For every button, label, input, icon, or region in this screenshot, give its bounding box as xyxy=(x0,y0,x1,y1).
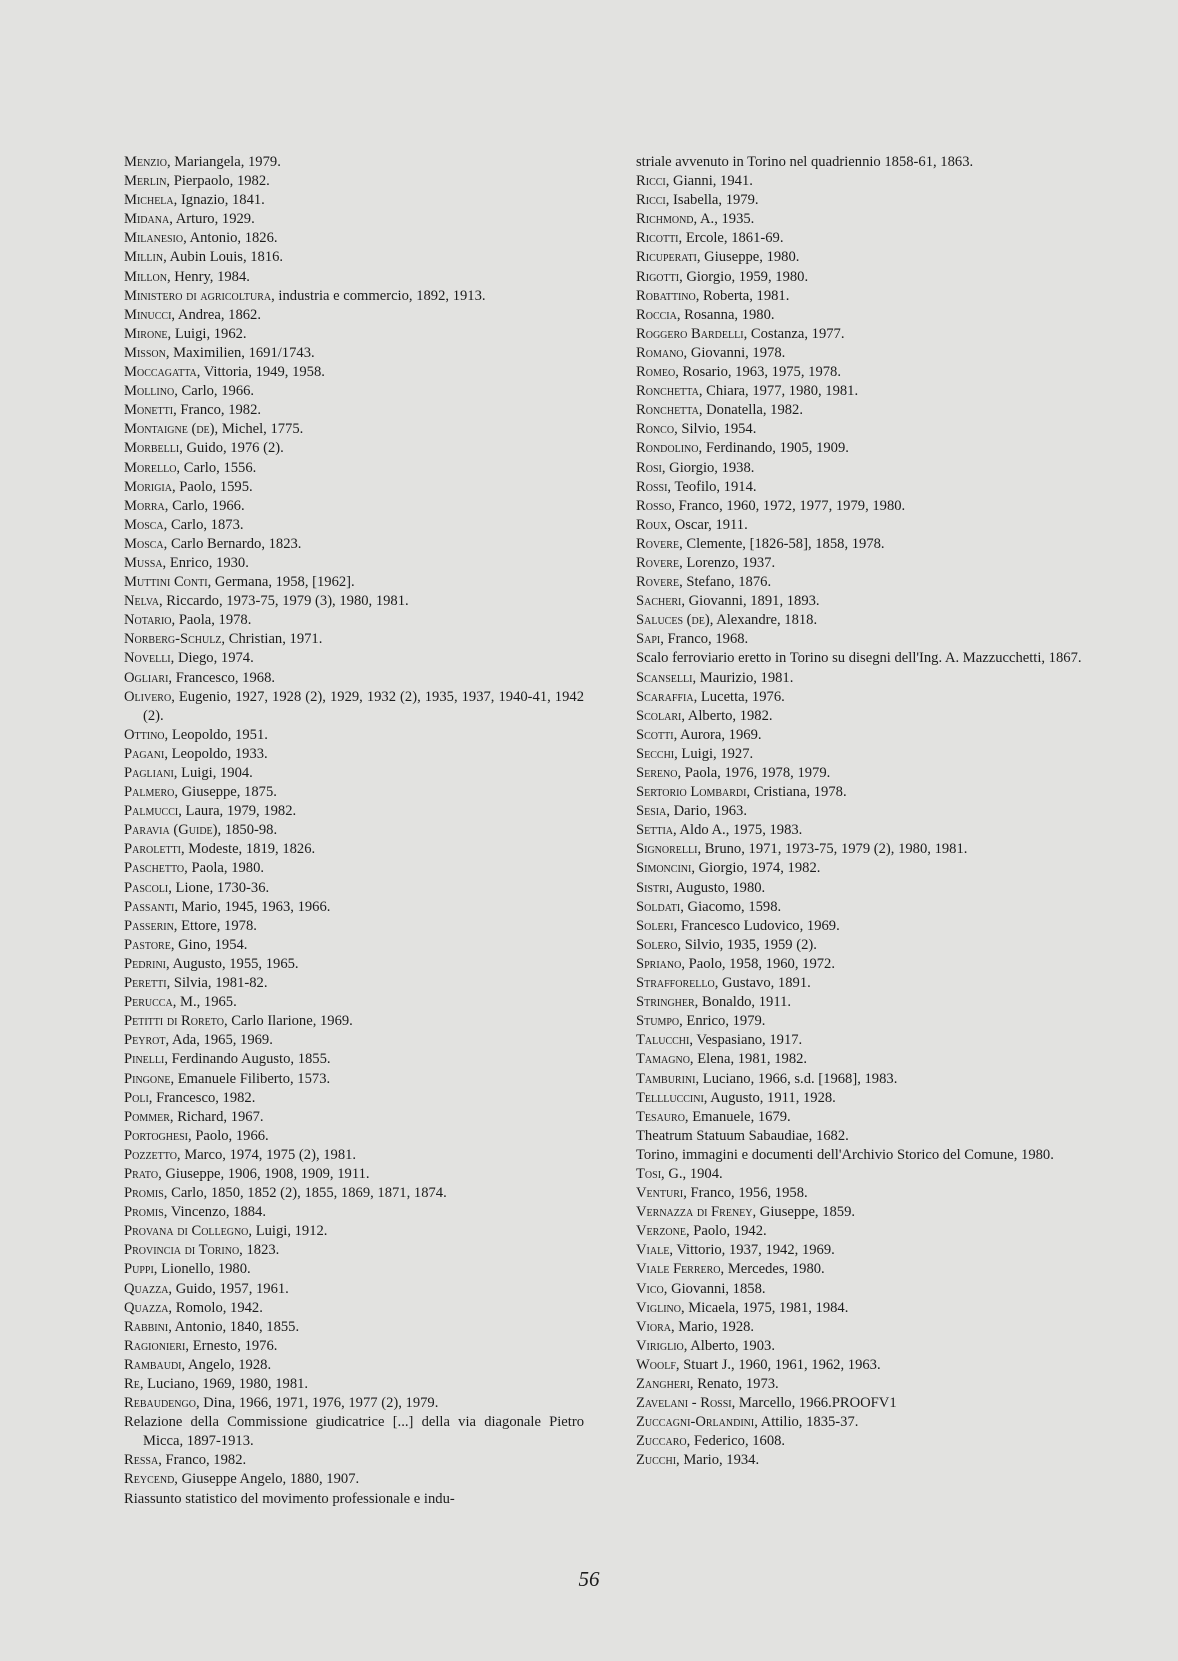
index-entry: Settia, Aldo A., 1975, 1983. xyxy=(636,822,803,839)
index-entry: Zuccaro, Federico, 1608. xyxy=(636,1433,786,1450)
index-entry: Theatrum Statuum Sabaudiae, 1682. xyxy=(636,1127,849,1144)
index-entry: Soleri, Francesco Ludovico, 1969. xyxy=(636,917,840,934)
index-entry: Ministero di agricoltura, industria e commercio, 1892, 1913. xyxy=(124,287,486,304)
index-entry: Rovere, Lorenzo, 1937. xyxy=(636,554,776,571)
index-entry: Relazione della Commissione giudicatrice [...] della via diagonale Pietro Micca, 1897-1913. xyxy=(124,1414,584,1450)
index-entry: Reycend, Giuseppe Angelo, 1880, 1907. xyxy=(124,1471,360,1488)
index-entry: Novelli, Diego, 1974. xyxy=(124,650,254,667)
index-entry: Rondolino, Ferdinando, 1905, 1909. xyxy=(636,440,849,457)
index-entry: Midana, Arturo, 1929. xyxy=(124,211,255,228)
index-entry: Provincia di Torino, 1823. xyxy=(124,1242,280,1259)
index-entry: Poli, Francesco, 1982. xyxy=(124,1089,256,1106)
index-entry: Roggero Bardelli, Costanza, 1977. xyxy=(636,325,845,342)
index-entry: Scalo ferroviario eretto in Torino su disegni dell'Ing. A. Mazzucchetti, 1867. xyxy=(636,650,1082,667)
index-entry: Roux, Oscar, 1911. xyxy=(636,516,748,533)
index-entry: Peretti, Silvia, 1981-82. xyxy=(124,975,268,992)
index-entry: Tosi, G., 1904. xyxy=(636,1165,723,1182)
index-entry: Vernazza di Freney, Giuseppe, 1859. xyxy=(636,1204,856,1221)
index-entry: Zuccagni-Orlandini, Attilio, 1835-37. xyxy=(636,1414,859,1431)
index-column-right xyxy=(636,153,1102,1470)
index-entry: Tamburini, Luciano, 1966, s.d. [1968], 1983. xyxy=(636,1070,898,1087)
index-entry: Minucci, Andrea, 1862. xyxy=(124,306,261,323)
index-entry: Ronco, Silvio, 1954. xyxy=(636,421,757,438)
index-entry: Rovere, Stefano, 1876. xyxy=(636,574,772,591)
index-entry: Ragionieri, Ernesto, 1976. xyxy=(124,1337,278,1354)
index-entry: Moccagatta, Vittoria, 1949, 1958. xyxy=(124,364,325,381)
index-entry: Ogliari, Francesco, 1968. xyxy=(124,669,276,686)
index-entry: Viale Ferrero, Mercedes, 1980. xyxy=(636,1261,825,1278)
page-number: 56 xyxy=(578,1567,600,1591)
index-entry: Roccia, Rosanna, 1980. xyxy=(636,306,775,323)
index-entry: Notario, Paola, 1978. xyxy=(124,612,252,629)
index-column-left xyxy=(124,153,584,1509)
index-entry: Strafforello, Gustavo, 1891. xyxy=(636,975,811,992)
index-entry: Millin, Aubin Louis, 1816. xyxy=(124,249,284,266)
index-entry: Provana di Collegno, Luigi, 1912. xyxy=(124,1223,328,1240)
index-entry: Zucchi, Mario, 1934. xyxy=(636,1452,760,1469)
index-entry: Tesauro, Emanuele, 1679. xyxy=(636,1108,791,1125)
index-entry: Stringher, Bonaldo, 1911. xyxy=(636,994,792,1011)
index-entry: Pinelli, Ferdinando Augusto, 1855. xyxy=(124,1051,331,1068)
index-entry: Petitti di Roreto, Carlo Ilarione, 1969. xyxy=(124,1013,353,1030)
index-entry: Pozzetto, Marco, 1974, 1975 (2), 1981. xyxy=(124,1146,357,1163)
index-entry: Paroletti, Modeste, 1819, 1826. xyxy=(124,841,316,858)
index-entry: Solero, Silvio, 1935, 1959 (2). xyxy=(636,936,817,953)
index-entry: Pascoli, Lione, 1730-36. xyxy=(124,879,270,896)
index-entry: Passanti, Mario, 1945, 1963, 1966. xyxy=(124,898,331,915)
index-entry: Millon, Henry, 1984. xyxy=(124,268,250,285)
index-entry: Talucchi, Vespasiano, 1917. xyxy=(636,1032,803,1049)
index-entry: Pingone, Emanuele Filiberto, 1573. xyxy=(124,1070,331,1087)
index-entry: Torino, immagini e documenti dell'Archivio Storico del Comune, 1980. xyxy=(636,1146,1054,1163)
index-entry: Prato, Giuseppe, 1906, 1908, 1909, 1911. xyxy=(124,1165,370,1182)
index-entry: Pagliani, Luigi, 1904. xyxy=(124,765,253,781)
index-entry: Sesia, Dario, 1963. xyxy=(636,803,748,820)
index-entry: Vico, Giovanni, 1858. xyxy=(636,1280,766,1297)
index-entry: striale avvenuto in Torino nel quadriennio 1858-61, 1863. xyxy=(636,154,974,170)
index-entry: Misson, Maximilien, 1691/1743. xyxy=(124,344,315,361)
index-entry: Ronchetta, Chiara, 1977, 1980, 1981. xyxy=(636,383,859,400)
index-entry: Viglino, Micaela, 1975, 1981, 1984. xyxy=(636,1299,849,1316)
index-entry: Scotti, Aurora, 1969. xyxy=(636,726,762,743)
index-entry: Ronchetta, Donatella, 1982. xyxy=(636,402,803,419)
index-entry: Rambaudi, Angelo, 1928. xyxy=(124,1356,272,1373)
index-entry: Ricuperati, Giuseppe, 1980. xyxy=(636,249,800,266)
index-entry: Scaraffia, Lucetta, 1976. xyxy=(636,688,785,705)
index-entry: Stumpo, Enrico, 1979. xyxy=(636,1013,766,1030)
index-entry: Viriglio, Alberto, 1903. xyxy=(636,1337,775,1354)
index-entry: Pedrini, Augusto, 1955, 1965. xyxy=(124,955,299,972)
index-entry: Viora, Mario, 1928. xyxy=(636,1318,755,1335)
index-entry: Puppi, Lionello, 1980. xyxy=(124,1261,251,1278)
index-entry: Monetti, Franco, 1982. xyxy=(124,402,262,419)
index-entry: Passerin, Ettore, 1978. xyxy=(124,917,257,934)
index-entry: Promis, Carlo, 1850, 1852 (2), 1855, 1869, 1871, 1874. xyxy=(124,1185,447,1202)
index-entry: Verzone, Paolo, 1942. xyxy=(636,1223,767,1240)
index-entry: Quazza, Guido, 1957, 1961. xyxy=(124,1280,289,1297)
index-entry: Palmero, Giuseppe, 1875. xyxy=(124,784,277,801)
index-entry: Portoghesi, Paolo, 1966. xyxy=(124,1127,269,1144)
index-entry: Sereno, Paola, 1976, 1978, 1979. xyxy=(636,765,831,781)
index-entry: Tamagno, Elena, 1981, 1982. xyxy=(636,1051,808,1068)
index-entry: Scanselli, Maurizio, 1981. xyxy=(636,669,794,686)
index-entry: Perucca, M., 1965. xyxy=(124,994,237,1011)
index-entry: Rosso, Franco, 1960, 1972, 1977, 1979, 1980. xyxy=(636,497,906,514)
index-entry: Rebaudengo, Dina, 1966, 1971, 1976, 1977 (2), 1979. xyxy=(124,1395,439,1412)
index-entry: Paravia (Guide), 1850-98. xyxy=(124,822,278,839)
index-entry: Scolari, Alberto, 1982. xyxy=(636,707,773,724)
index-entry: Mollino, Carlo, 1966. xyxy=(124,383,255,400)
index-entry: Signorelli, Bruno, 1971, 1973-75, 1979 (2), 1980, 1981. xyxy=(636,841,968,858)
index-entry: Secchi, Luigi, 1927. xyxy=(636,745,754,762)
index-entry: Re, Luciano, 1969, 1980, 1981. xyxy=(124,1376,309,1392)
index-entry: Promis, Vincenzo, 1884. xyxy=(124,1204,267,1221)
index-entry: Mosca, Carlo, 1873. xyxy=(124,516,244,533)
index-entry: Ricci, Gianni, 1941. xyxy=(636,173,753,190)
index-entry: Saluces (de), Alexandre, 1818. xyxy=(636,612,818,629)
index-entry: Viale, Vittorio, 1937, 1942, 1969. xyxy=(636,1242,835,1259)
index-entry: Sapi, Franco, 1968. xyxy=(636,631,749,648)
index-entry: Venturi, Franco, 1956, 1958. xyxy=(636,1185,808,1202)
index-entry: Rosi, Giorgio, 1938. xyxy=(636,459,755,476)
index-entry: Morigia, Paolo, 1595. xyxy=(124,478,253,495)
index-entry: Romeo, Rosario, 1963, 1975, 1978. xyxy=(636,364,841,381)
index-entry: Sertorio Lombardi, Cristiana, 1978. xyxy=(636,784,847,801)
index-entry: Simoncini, Giorgio, 1974, 1982. xyxy=(636,860,821,877)
index-entry: Tellluccini, Augusto, 1911, 1928. xyxy=(636,1089,836,1106)
index-entry: Ricotti, Ercole, 1861-69. xyxy=(636,230,784,247)
index-entry: Romano, Giovanni, 1978. xyxy=(636,344,786,361)
index-entry: Spriano, Paolo, 1958, 1960, 1972. xyxy=(636,955,835,972)
index-entry: Milanesio, Antonio, 1826. xyxy=(124,230,278,247)
index-entry: Rossi, Teofilo, 1914. xyxy=(636,478,757,495)
index-entry: Michela, Ignazio, 1841. xyxy=(124,192,265,209)
index-entry: Olivero, Eugenio, 1927, 1928 (2), 1929, 1932 (2), 1935, 1937, 1940-41, 1942 (2). xyxy=(124,688,584,724)
index-entry: Merlin, Pierpaolo, 1982. xyxy=(124,173,270,190)
index-entry: Soldati, Giacomo, 1598. xyxy=(636,898,782,915)
index-entry: Zavelani - Rossi, Marcello, 1966.PROOFV1 xyxy=(636,1395,897,1412)
index-entry: Paschetto, Paola, 1980. xyxy=(124,860,265,877)
index-entry: Morbelli, Guido, 1976 (2). xyxy=(124,440,284,457)
index-entry: Zangheri, Renato, 1973. xyxy=(636,1376,779,1392)
index-entry: Morello, Carlo, 1556. xyxy=(124,459,257,476)
index-entry: Muttini Conti, Germana, 1958, [1962]. xyxy=(124,574,355,591)
index-entry: Sacheri, Giovanni, 1891, 1893. xyxy=(636,593,820,610)
index-entry: Pastore, Gino, 1954. xyxy=(124,936,248,953)
index-entry: Rovere, Clemente, [1826-58], 1858, 1978. xyxy=(636,535,885,552)
index-entry: Menzio, Mariangela, 1979. xyxy=(124,154,281,170)
index-entry: Ressa, Franco, 1982. xyxy=(124,1452,247,1469)
index-entry: Norberg-Schulz, Christian, 1971. xyxy=(124,631,323,648)
index-entry: Ricci, Isabella, 1979. xyxy=(636,192,759,209)
index-entry: Pommer, Richard, 1967. xyxy=(124,1108,264,1125)
index-entry: Mosca, Carlo Bernardo, 1823. xyxy=(124,535,302,552)
index-entry: Nelva, Riccardo, 1973-75, 1979 (3), 1980, 1981. xyxy=(124,593,409,610)
index-entry: Montaigne (de), Michel, 1775. xyxy=(124,421,304,438)
index-entry: Ottino, Leopoldo, 1951. xyxy=(124,726,268,743)
index-entry: Mirone, Luigi, 1962. xyxy=(124,325,247,342)
index-entry: Mussa, Enrico, 1930. xyxy=(124,554,249,571)
index-entry: Rigotti, Giorgio, 1959, 1980. xyxy=(636,268,809,285)
index-entry: Peyrot, Ada, 1965, 1969. xyxy=(124,1032,273,1049)
index-entry: Richmond, A., 1935. xyxy=(636,211,755,228)
index-entry: Riassunto statistico del movimento professionale e indu- xyxy=(124,1490,455,1507)
index-entry: Robattino, Roberta, 1981. xyxy=(636,287,790,304)
index-entry: Morra, Carlo, 1966. xyxy=(124,497,245,514)
index-entry: Sistri, Augusto, 1980. xyxy=(636,879,766,896)
index-entry: Quazza, Romolo, 1942. xyxy=(124,1299,263,1316)
index-entry: Palmucci, Laura, 1979, 1982. xyxy=(124,803,297,820)
index-entry: Woolf, Stuart J., 1960, 1961, 1962, 1963. xyxy=(636,1356,881,1373)
index-entry: Rabbini, Antonio, 1840, 1855. xyxy=(124,1318,300,1335)
index-entry: Pagani, Leopoldo, 1933. xyxy=(124,745,268,762)
